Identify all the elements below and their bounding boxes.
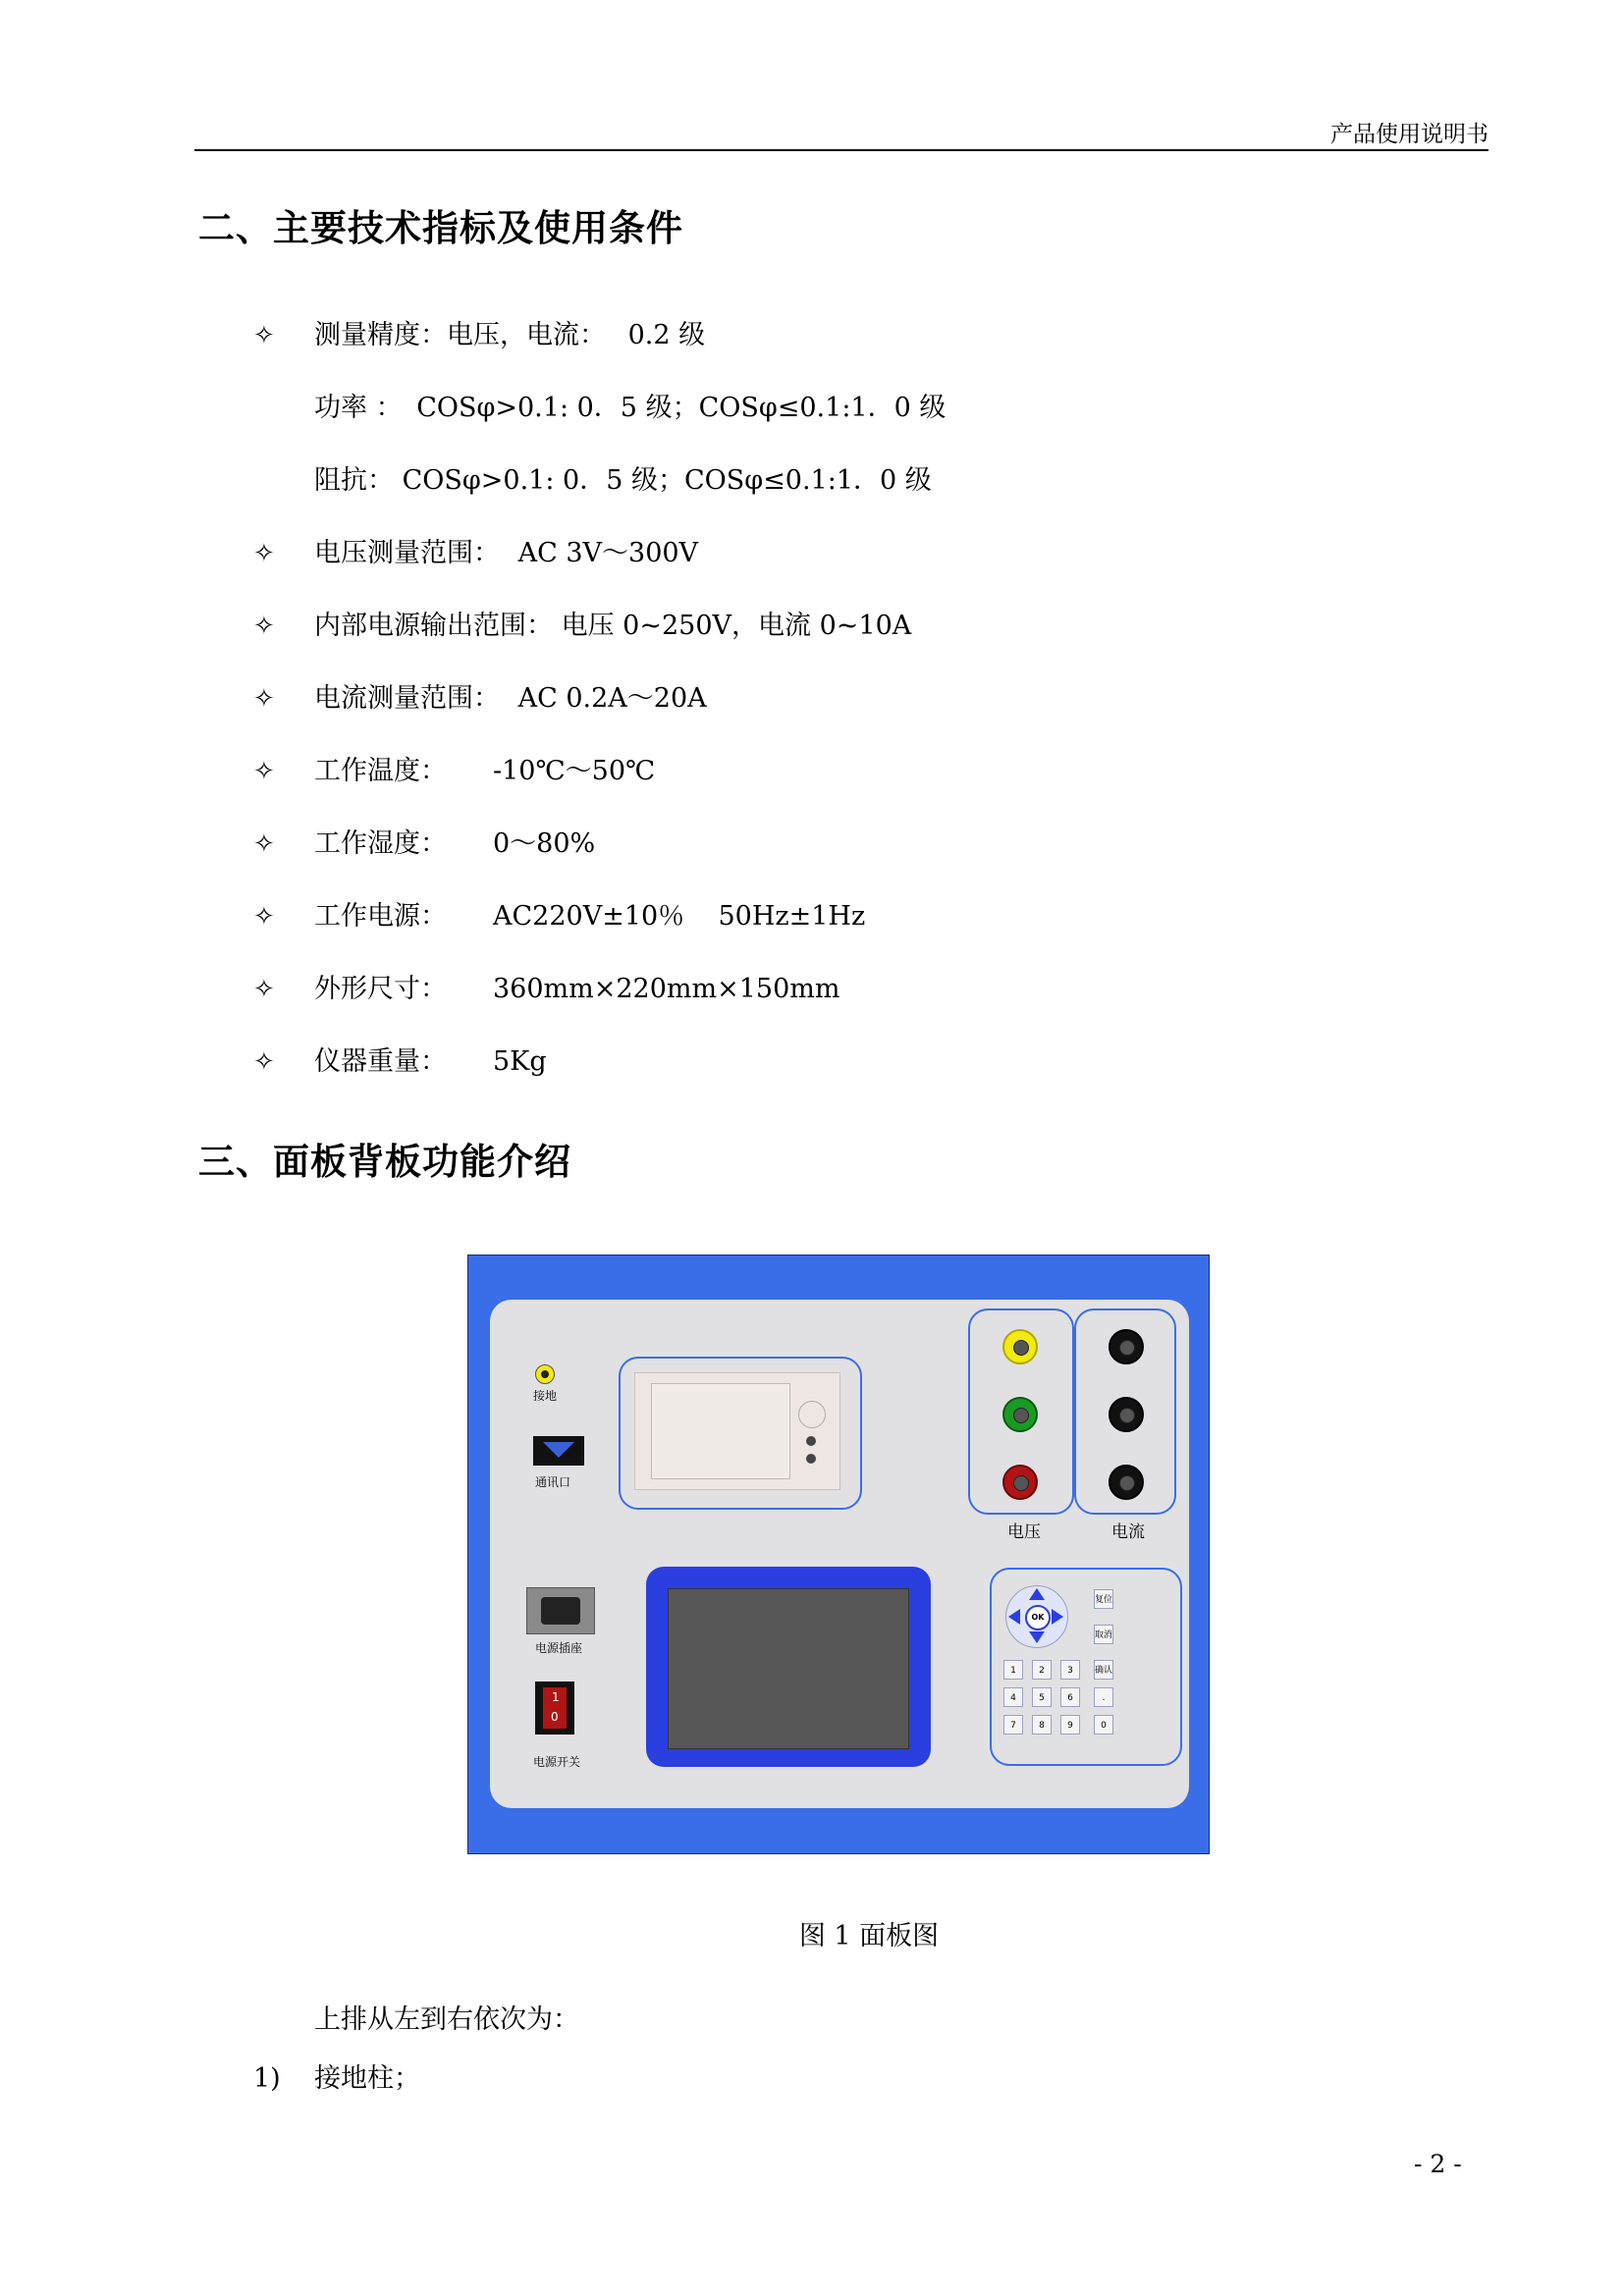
spec-label: 电流测量范围： xyxy=(314,683,500,714)
key-3[interactable]: 3 xyxy=(1060,1660,1080,1680)
panel-face xyxy=(490,1300,1189,1808)
bullet-icon: ✧ xyxy=(253,757,275,786)
voltage-jack-group xyxy=(968,1308,1074,1515)
voltage-jack-green[interactable] xyxy=(1002,1397,1038,1432)
spec-label: 测量精度：电压，电流： xyxy=(314,320,606,350)
spec-temp-value: -10℃～50℃ xyxy=(493,756,656,786)
header-rule xyxy=(194,149,1489,151)
ground-post-icon xyxy=(535,1364,555,1384)
current-jack-2[interactable] xyxy=(1109,1397,1144,1432)
spec-label: 电压测量范围： xyxy=(314,538,500,568)
spec-weight-label: 仪器重量： xyxy=(314,1046,447,1077)
bullet-icon: ✧ xyxy=(253,539,275,568)
spec-impedance xyxy=(314,464,932,498)
spec-size-label: 外形尺寸： xyxy=(314,974,447,1004)
voltage-jack-red[interactable] xyxy=(1002,1465,1038,1500)
spec-label: 功率 ： xyxy=(314,393,403,423)
list-number: 1) xyxy=(253,2063,281,2094)
current-label: 电流 xyxy=(1111,1522,1145,1542)
spec-supply-value: AC220V±10％ 50Hz±1Hz xyxy=(493,901,866,932)
power-socket-icon xyxy=(526,1587,595,1634)
key-6[interactable]: 6 xyxy=(1060,1687,1080,1707)
spec-power xyxy=(314,392,946,425)
screen-bezel xyxy=(646,1567,931,1767)
spec-value: 电压 0~250V，电流 0~10A xyxy=(561,611,912,641)
voltage-jack-yellow[interactable] xyxy=(1002,1329,1038,1364)
bullet-icon: ✧ xyxy=(253,975,275,1004)
switch-off-mark: 0 xyxy=(551,1710,559,1724)
spec-temp-label: 工作温度： xyxy=(314,756,447,786)
switch-on-mark: 1 xyxy=(552,1690,560,1704)
ground-label: 接地 xyxy=(533,1389,558,1403)
spec-accuracy xyxy=(314,319,705,352)
printer-icon xyxy=(634,1372,840,1490)
printer-frame xyxy=(619,1357,862,1510)
comm-port-label: 通讯口 xyxy=(535,1475,571,1489)
reset-key[interactable]: 复位 xyxy=(1094,1589,1113,1609)
section-heading-panel: 三、面板背板功能介绍 xyxy=(198,1141,571,1183)
spec-value: COSφ>0.1: 0．5 级；COSφ≤0.1:1．0 级 xyxy=(402,465,932,496)
page-number: - 2 - xyxy=(1414,2150,1462,2178)
key-1[interactable]: 1 xyxy=(1003,1660,1023,1680)
lcd-screen xyxy=(668,1588,909,1749)
spec-value: 0.2 级 xyxy=(627,320,706,350)
spec-supply-label: 工作电源： xyxy=(314,901,447,932)
direction-pad[interactable] xyxy=(1005,1585,1068,1648)
current-jack-group xyxy=(1074,1308,1176,1515)
key-8[interactable]: 8 xyxy=(1032,1715,1052,1735)
spec-value: COSφ>0.1: 0．5 级；COSφ≤0.1:1．0 级 xyxy=(416,393,947,423)
key-4[interactable]: 4 xyxy=(1003,1687,1023,1707)
bullet-icon: ✧ xyxy=(253,829,275,859)
power-switch[interactable] xyxy=(535,1682,574,1735)
key-5[interactable]: 5 xyxy=(1032,1687,1052,1707)
spec-voltage-range xyxy=(314,537,698,570)
cancel-key[interactable]: 取消 xyxy=(1094,1625,1113,1644)
figure-caption: 图 1 面板图 xyxy=(798,1921,940,1951)
list-item-text: 接地柱； xyxy=(314,2063,420,2094)
key-7[interactable]: 7 xyxy=(1003,1715,1023,1735)
arrow-right-icon[interactable] xyxy=(1052,1609,1063,1625)
key-2[interactable]: 2 xyxy=(1032,1660,1052,1680)
panel-figure xyxy=(467,1255,1210,1854)
header-title: 产品使用说明书 xyxy=(1330,122,1489,147)
current-jack-1[interactable] xyxy=(1109,1329,1144,1364)
spec-value: AC 3V～300V xyxy=(517,538,699,568)
voltage-label: 电压 xyxy=(1007,1522,1041,1542)
keypad-frame xyxy=(990,1568,1182,1766)
key-0[interactable]: 0 xyxy=(1094,1715,1113,1735)
spec-label: 阻抗： xyxy=(314,465,394,496)
spec-size-value: 360mm×220mm×150mm xyxy=(493,974,840,1004)
arrow-down-icon[interactable] xyxy=(1029,1631,1045,1643)
spec-weight-value: 5Kg xyxy=(493,1046,547,1077)
current-jack-3[interactable] xyxy=(1109,1465,1144,1500)
power-socket-label: 电源插座 xyxy=(535,1641,583,1655)
spec-value: AC 0.2A～20A xyxy=(517,683,707,714)
spec-humidity-label: 工作湿度： xyxy=(314,828,447,859)
key-dot[interactable]: . xyxy=(1094,1687,1113,1707)
arrow-up-icon[interactable] xyxy=(1029,1588,1045,1600)
bullet-icon: ✧ xyxy=(253,612,275,641)
arrow-left-icon[interactable] xyxy=(1008,1609,1020,1625)
bullet-icon: ✧ xyxy=(253,902,275,932)
spec-label: 内部电源输出范围： xyxy=(314,611,553,641)
key-9[interactable]: 9 xyxy=(1060,1715,1080,1735)
ok-button[interactable]: OK xyxy=(1025,1605,1051,1630)
spec-humidity-value: 0～80% xyxy=(493,828,596,859)
spec-output-range xyxy=(314,610,911,643)
bullet-icon: ✧ xyxy=(253,1047,275,1077)
spec-current-range xyxy=(314,682,707,716)
section-heading-specs: 二、主要技术指标及使用条件 xyxy=(198,207,683,249)
body-intro: 上排从左到右依次为： xyxy=(314,2004,579,2035)
bullet-icon: ✧ xyxy=(253,321,275,350)
confirm-key[interactable]: 确认 xyxy=(1094,1660,1113,1680)
bullet-icon: ✧ xyxy=(253,684,275,714)
comm-port-icon xyxy=(533,1436,584,1466)
power-switch-label: 电源开关 xyxy=(533,1755,581,1769)
